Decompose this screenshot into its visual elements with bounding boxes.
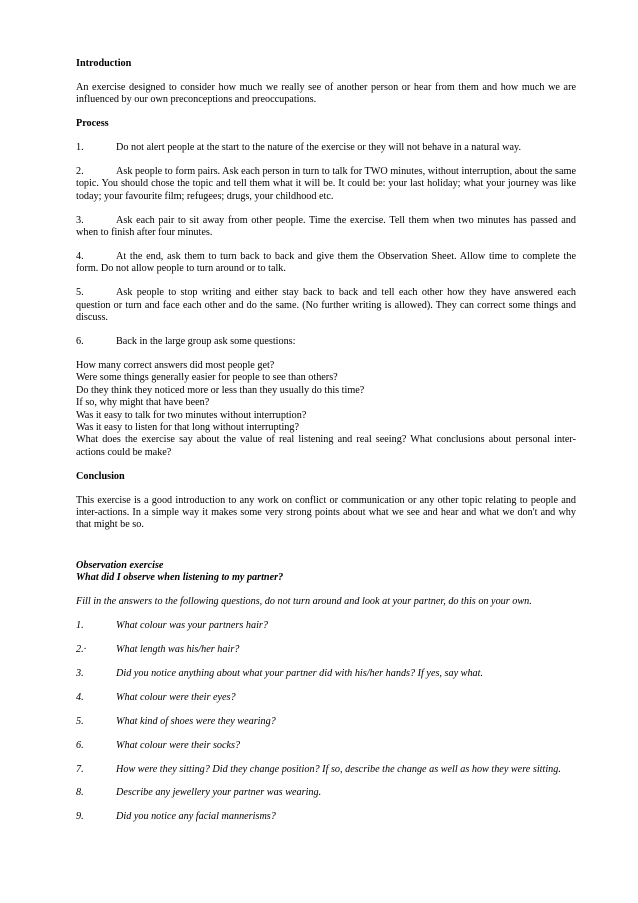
step-number: 1. (76, 142, 84, 154)
observation-question (76, 740, 576, 752)
step-text: Back in the large group ask some questions: (116, 336, 296, 348)
intro-text: An exercise designed to consider how much we really see of another person or hear from them and how much we are influenced by our own preconceptions and preoccupations. (76, 81, 576, 106)
question-text: How were they sitting? Did they change position? If so, describe the change as well as how they were sitting. (116, 763, 561, 775)
observation-question (76, 716, 576, 728)
process-step (76, 287, 576, 324)
question-text: Describe any jewellery your partner was wearing. (116, 787, 322, 799)
discussion-question: Was it easy to talk for two minutes without interruption? (76, 409, 307, 421)
process-step (76, 166, 576, 203)
question-number: 9. (76, 811, 84, 823)
observation-question (76, 787, 576, 799)
process-step (76, 251, 576, 276)
observation-question (76, 644, 576, 656)
step-number: 3. (76, 214, 84, 226)
discussion-question: How many correct answers did most people get? (76, 360, 275, 371)
step-number: 4. (76, 251, 84, 263)
conclusion-heading: Conclusion (76, 470, 125, 482)
question-text: What colour was your partners hair? (116, 620, 268, 632)
question-number: 3. (76, 667, 84, 679)
step-text: Ask people to form pairs. Ask each person in turn to talk for TWO minutes, without interruption, about the same topic. You should chose the topic and tell them what it will be. It could be: your last holiday; what your journey was like today; your favourite film; refugees; drugs, your childhood etc. (76, 166, 576, 202)
intro-heading: Introduction (76, 58, 132, 69)
observation-instructions: Fill in the answers to the following questions, do not turn around and look at your partner, do this on your own. (76, 596, 532, 608)
step-number: 6. (76, 336, 84, 348)
process-step (76, 142, 576, 154)
discussion-question: Were some things generally easier for people to see than others? (76, 372, 338, 384)
question-number: 7. (76, 763, 84, 775)
observation-title: Observation exercise (76, 559, 164, 571)
observation-subtitle: What did I observe when listening to my partner? (76, 572, 284, 584)
observation-question (76, 692, 576, 704)
observation-question (76, 811, 576, 823)
observation-question (76, 668, 576, 680)
discussion-question: What does the exercise say about the value of real listening and real seeing? What conclusions about personal inter-actions could be make? (76, 434, 576, 458)
question-text: What colour were their eyes? (116, 691, 236, 703)
question-number: 2.· (76, 644, 87, 655)
step-text: At the end, ask them to turn back to back and give them the Observation Sheet. Allow time to complete the form. Do not allow people to turn around or to talk. (76, 251, 576, 275)
process-step (76, 336, 576, 348)
question-number: 6. (76, 739, 84, 751)
question-number: 1. (76, 620, 84, 632)
discussion-question: Was it easy to listen for that long without interrupting? (76, 422, 299, 434)
step-number: 2. (76, 166, 84, 178)
discussion-question: Do they think they noticed more or less than they usually do this time? (76, 384, 365, 396)
question-number: 5. (76, 715, 84, 727)
question-number: 4. (76, 691, 84, 703)
question-text: What length was his/her hair? (116, 644, 240, 655)
step-text: Do not alert people at the start to the nature of the exercise or they will not behave in a natural way. (116, 142, 521, 154)
step-text: Ask each pair to sit away from other people. Time the exercise. Tell them when two minutes has passed and when to finish after four minutes. (76, 214, 576, 239)
observation-question (76, 764, 576, 776)
question-text: What kind of shoes were they wearing? (116, 715, 276, 727)
question-number: 8. (76, 787, 84, 799)
discussion-questions (76, 360, 576, 459)
question-text: Did you notice anything about what your partner did with his/her hands? If yes, say what. (116, 667, 484, 679)
step-number: 5. (76, 287, 84, 299)
conclusion-text: This exercise is a good introduction to any work on conflict or communication or any other topic relating to people and inter-actions. In a simple way it makes some very strong points about what we see and hear and what we don't and why that might be so. (76, 494, 576, 531)
process-heading: Process (76, 118, 109, 130)
observation-question (76, 620, 576, 632)
process-step (76, 215, 576, 240)
question-text: What colour were their socks? (116, 739, 241, 751)
step-text: Ask people to stop writing and either stay back to back and tell each other how they have answered each question or turn and face each other and do the same. (No further writing is allowed). They can correct some things and discuss. (76, 287, 576, 324)
discussion-question: If so, why might that have been? (76, 397, 210, 409)
question-text: Did you notice any facial mannerisms? (116, 811, 276, 823)
